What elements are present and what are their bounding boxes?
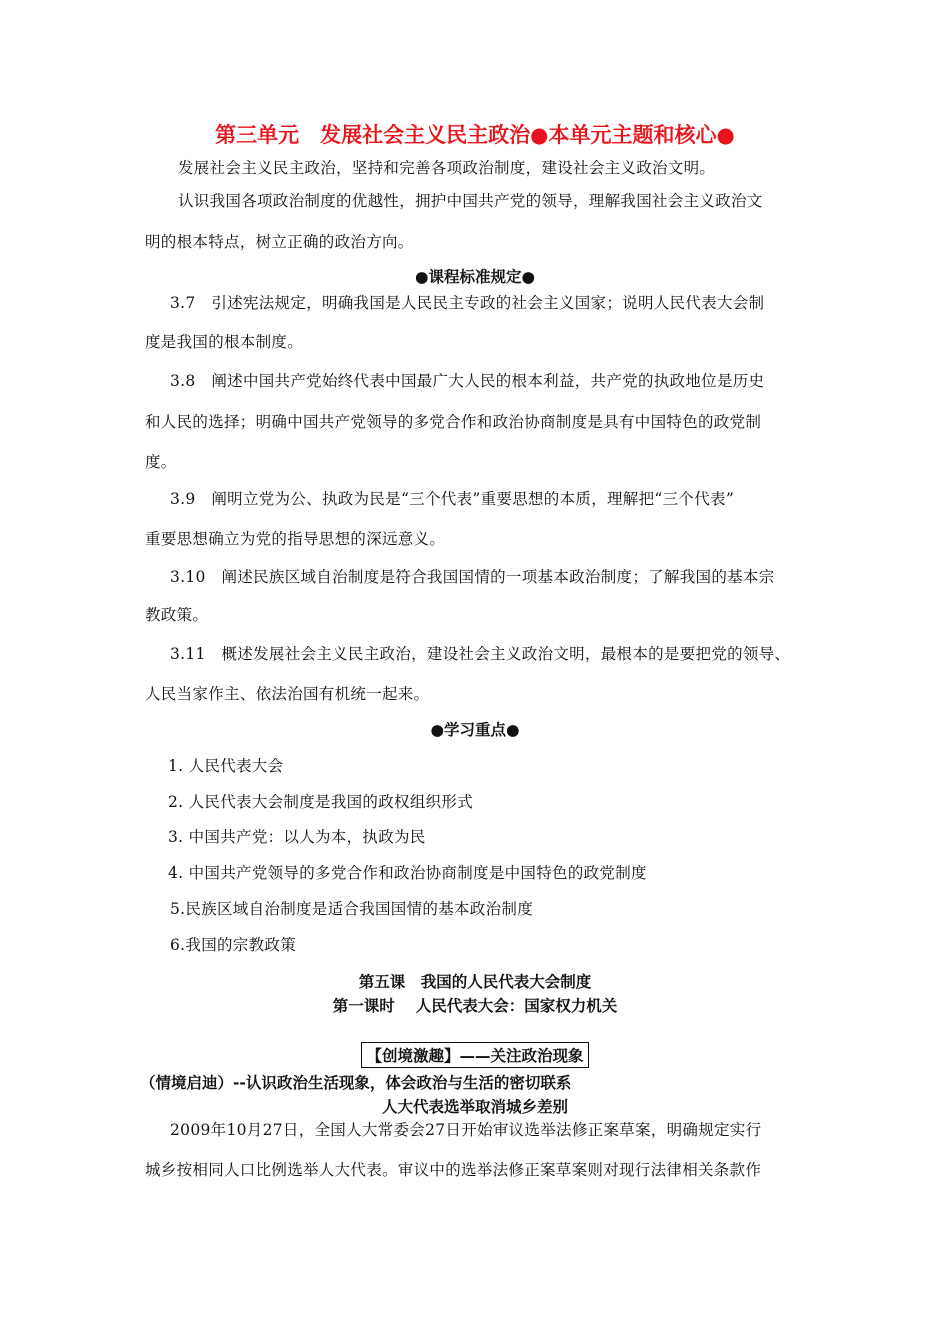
standard-3-8-line-2: 和人民的选择；明确中国共产党领导的多党合作和政治协商制度是具有中国特色的政党制 [145, 413, 762, 431]
article-title: 人大代表选举取消城乡差别 [381, 1098, 568, 1116]
theme-paragraph-1: 发展社会主义民主政治，坚持和完善各项政治制度，建设社会主义政治文明。 [178, 159, 716, 177]
standard-3-11-line-2: 人民当家作主、依法治国有机统一起来。 [145, 685, 430, 703]
key-point-item: 2. 人民代表大会制度是我国的政权组织形式 [168, 793, 474, 811]
standard-3-8-line-3: 度。 [145, 453, 177, 471]
key-point-item: 3. 中国共产党：以人为本，执政为民 [168, 828, 426, 846]
article-line-1: 2009年10月27日，全国人大常委会27日开始审议选举法修正案草案，明确规定实行 [170, 1121, 762, 1139]
standard-3-7-line-2: 度是我国的根本制度。 [145, 333, 304, 351]
theme-paragraph-2-line-1: 认识我国各项政治制度的优越性，拥护中国共产党的领导，理解我国社会主义政治文 [178, 192, 763, 210]
standard-3-10-line-1: 3.10 阐述民族区域自治制度是符合我国国情的一项基本政治制度；了解我国的基本宗 [170, 568, 775, 586]
section-box-title: 【创境激趣】——关注政治现象 [361, 1042, 588, 1068]
key-point-item: 5.民族区域自治制度是适合我国国情的基本政治制度 [170, 900, 533, 918]
lesson-title: 第五课 我国的人民代表大会制度 [358, 973, 592, 991]
standard-3-10-line-2: 教政策。 [145, 606, 209, 624]
standard-3-9-line-1: 3.9 阐明立党为公、执政为民是“三个代表”重要思想的本质，理解把“三个代表” [170, 490, 735, 508]
key-point-item: 6.我国的宗教政策 [170, 936, 296, 954]
key-point-item: 4. 中国共产党领导的多党合作和政治协商制度是中国特色的政党制度 [168, 864, 647, 882]
article-line-2: 城乡按相同人口比例选举人大代表。审议中的选举法修正案草案则对现行法律相关条款作 [145, 1161, 762, 1179]
theme-paragraph-2-line-2: 明的根本特点，树立正确的政治方向。 [145, 233, 414, 251]
standard-3-8-line-1: 3.8 阐述中国共产党始终代表中国最广大人民的根本利益，共产党的执政地位是历史 [170, 372, 765, 390]
key-points-heading: ●学习重点● [430, 721, 520, 739]
lesson-subtitle: 第一课时 人民代表大会：国家权力机关 [332, 997, 618, 1015]
standard-3-11-line-1: 3.11 概述发展社会主义民主政治，建设社会主义政治文明，最根本的是要把党的领导、 [170, 645, 791, 663]
standards-heading: ●课程标准规定● [414, 268, 536, 286]
unit-title: 第三单元 发展社会主义民主政治●本单元主题和核心● [215, 123, 735, 147]
section-box-wrapper [0, 1042, 950, 1068]
standard-3-7-line-1: 3.7 引述宪法规定，明确我国是人民民主专政的社会主义国家；说明人民代表大会制 [170, 294, 765, 312]
scenario-heading: （情境启迪）--认识政治生活现象，体会政治与生活的密切联系 [140, 1074, 572, 1092]
standard-3-9-line-2: 重要思想确立为党的指导思想的深远意义。 [145, 530, 446, 548]
key-point-item: 1. 人民代表大会 [168, 757, 284, 775]
